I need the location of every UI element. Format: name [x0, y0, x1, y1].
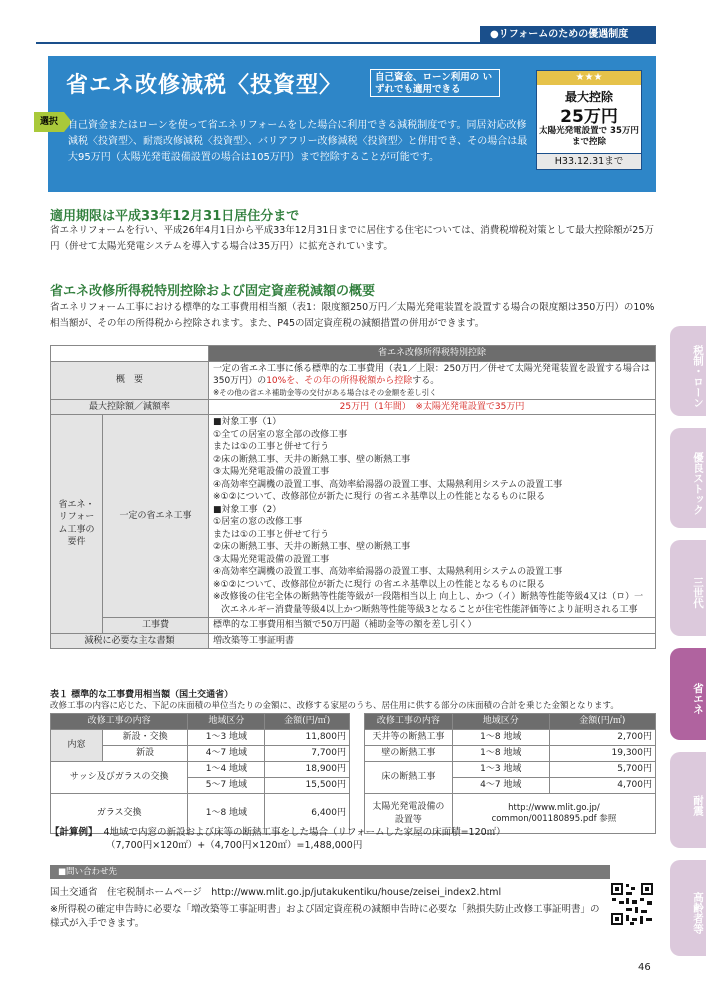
solar-reference-link[interactable]: http://www.mlit.go.jp/ common/001180895.pdf 参照	[452, 794, 655, 834]
cost-table-left	[50, 713, 350, 834]
banner-note: 自己資金、ローン利用の いずれでも適用できる	[370, 69, 500, 97]
cost-label: 工事費	[103, 618, 209, 634]
req-line: または①の工事と併せて行う	[213, 529, 330, 540]
overview-note: ※その他の省エネ補助金等の交付がある場合はその金額を差し引く	[213, 387, 437, 397]
solar-label: 太陽光発電設備の設置等	[365, 794, 453, 834]
max-deduction-value: 25万円（1年間） ※太陽光発電設置で35万円	[209, 399, 656, 415]
page-number: 46	[638, 962, 651, 973]
amount: 18,900円	[265, 762, 350, 778]
req-line: ※改修後の住宅全体の断熱等性能等級が一段階相当以上 向上し、かつ（イ）断熱等性能等級4又は（ロ）一次エネルギー消費量等級4以上かつ断熱等性能等級3となることが住宅性能評価等により証明される工事	[213, 592, 644, 615]
section1-body: 省エネリフォームを行い、平成26年4月1日から平成33年12月31日までに居住する住宅については、消費税増税対策として最大控除額が25万円（併せて太陽光発電システムを導入する場合は35万円）に拡充されています。	[50, 225, 654, 252]
contact-website-link[interactable]: 国土交通省 住宅税制ホームページ http://www.mlit.go.jp/jutakukentiku/house/zeisei_index2.html	[50, 887, 502, 898]
qr-code-icon[interactable]	[610, 882, 654, 926]
deduction-overview-table	[50, 345, 656, 649]
req-line: ②床の断熱工事、天井の断熱工事、壁の断熱工事	[213, 542, 411, 552]
col-header: 地域区分	[188, 714, 265, 730]
req-line: ■対象工事（2）	[213, 504, 282, 515]
inner-window-label: 内窓	[51, 730, 103, 762]
work-type: 新設	[103, 746, 188, 762]
region: 4〜7 地域	[188, 746, 265, 762]
region: 1〜8 地域	[452, 730, 549, 746]
col-header: 金額(円/㎡)	[549, 714, 655, 730]
req-line: ④高効率空調機の設置工事、高効率給湯器の設置工事、太陽熱利用システムの設置工事	[213, 567, 563, 577]
header-category-tag: ●リフォームのための優遇制度	[480, 26, 656, 44]
table1-title: 表１ 標準的な工事費用相当額（国土交通省）	[50, 690, 234, 700]
amount: 4,700円	[549, 778, 655, 794]
max-deduction-label: 最大控除額／減額率	[51, 399, 209, 415]
requirements-cell	[209, 415, 656, 618]
section1-heading: 適用期限は平成33年12月31日居住分まで	[50, 209, 300, 224]
contact-note: ※所得税の確定申告時に必要な「増改築等工事証明書」および固定資産税の減額申告時に必要な「熱損失防止改修工事証明書」の様式が入手できます。	[50, 904, 600, 929]
calculation-example	[50, 826, 656, 852]
cost-value: 標準的な工事費用相当額で50万円超（補助金等の額を差し引く）	[209, 618, 656, 634]
section2-heading: 省エネ改修所得税特別控除および固定資産税減額の概要	[50, 284, 376, 299]
side-tab-energy-saving[interactable]: 省エネ	[670, 648, 706, 740]
banner-title: 省エネ改修減税〈投資型〉	[66, 73, 343, 98]
calc-line2: （7,700円×120㎡）+（4,700円×120㎡）=1,488,000円	[106, 840, 363, 851]
table-header: 省エネ改修所得税特別控除	[209, 346, 656, 362]
calc-label: 【計算例】	[50, 827, 98, 838]
overview-label: 概 要	[51, 361, 209, 399]
work-type: 壁の断熱工事	[365, 746, 453, 762]
contact-heading: ■問い合わせ先	[50, 865, 610, 879]
cost-table-right	[364, 713, 656, 834]
banner-description: 自己資金またはローンを使って省エネリフォームをした場合に利用できる減税制度です。同居対応改修減税〈投資型〉、耐震改修減税〈投資型〉、バリアフリー改修減税〈投資型〉と併用でき、その場合は最大95万円（太陽光発電設備設置の場合は105万円）まで控除することが可能です。	[68, 120, 528, 163]
region: 1〜3 地域	[188, 730, 265, 746]
side-tab-three-generation[interactable]: 三世代	[670, 540, 706, 636]
table1-description: 改修工事の内容に応じた、下記の床面積の単位当たりの金額に、改修する家屋のうち、居住用に供する部分の床面積の合計を乗じた金額となります。	[50, 701, 619, 711]
section2-body: 省エネリフォーム工事における標準的な工事費用相当額（表1：限度額250万円／太陽光発電装置を設置する場合の限度額は350万円）の10%相当額が、その年の所得税から控除されます。また、P45の固定資産税の減額措置の併用ができます。	[50, 302, 655, 329]
region: 1〜8 地域	[188, 794, 265, 834]
amount: 7,700円	[265, 746, 350, 762]
col-header: 改修工事の内容	[51, 714, 188, 730]
documents-value: 増改築等工事証明書	[209, 633, 656, 649]
req-line: ④高効率空調機の設置工事、高効率給湯器の設置工事、太陽熱利用システムの設置工事	[213, 479, 563, 490]
req-line: または①の工事と併せて行う	[213, 442, 330, 452]
documents-label: 減税に必要な主な書類	[51, 633, 209, 649]
amount: 11,800円	[265, 730, 350, 746]
side-tab-elderly[interactable]: 高齢者等	[670, 860, 706, 956]
work-type: 天井等の断熱工事	[365, 730, 453, 746]
deduction-solar-note: 太陽光発電設置で 35万円まで控除	[539, 126, 639, 147]
overview-highlight: 10%を、その年の所得税額から控除	[266, 376, 413, 386]
deduction-amount: 25万円	[560, 107, 618, 127]
req-line: ※①②について、改修部位が新たに現行 の省エネ基準以上の性能となるものに限る	[213, 579, 546, 590]
overview-text-end: する。	[412, 376, 440, 386]
sash-label: サッシ及びガラスの交換	[51, 762, 188, 794]
req-line: ②床の断熱工事、天井の断熱工事、壁の断熱工事	[213, 454, 411, 465]
col-header: 金額(円/㎡)	[265, 714, 350, 730]
amount: 2,700円	[549, 730, 655, 746]
region: 5〜7 地域	[188, 778, 265, 794]
req-line: ①全ての居室の窓全部の改修工事	[213, 429, 348, 440]
glass-label: ガラス交換	[51, 794, 188, 834]
col-header: 地域区分	[452, 714, 549, 730]
col-header: 改修工事の内容	[365, 714, 453, 730]
side-tab-tax-loan[interactable]: 税制・ローン	[670, 326, 706, 416]
req-line: ※①②について、改修部位が新たに現行 の省エネ基準以上の性能となるものに限る	[213, 492, 546, 502]
amount: 19,300円	[549, 746, 655, 762]
req-line: ③太陽光発電設備の設置工事	[213, 554, 330, 565]
requirements-sub-label: 一定の省エネ工事	[103, 415, 209, 618]
req-line: ■対象工事（1）	[213, 417, 282, 427]
select-badge: 選択	[34, 112, 64, 132]
region: 4〜7 地域	[452, 778, 549, 794]
amount: 6,400円	[265, 794, 350, 834]
region: 1〜4 地域	[188, 762, 265, 778]
side-tab-quality-stock[interactable]: 優良ストック	[670, 428, 706, 528]
deduction-deadline: H33.12.31まで	[537, 153, 641, 169]
deduction-label: 最大控除	[564, 90, 613, 104]
calc-line1: 4地域で内窓の新設および床等の断熱工事をした場合（リフォームした家屋の床面積=120㎡）	[103, 827, 506, 838]
table-corner	[51, 346, 209, 362]
region: 1〜8 地域	[452, 746, 549, 762]
rating-stars-icon: ★★★	[537, 71, 641, 85]
overview-text: 一定の省エネ工事に係る標準的な工事費用（表1／上限：250万円／併せて太陽光発電装置を設置する場合は350万円）の	[213, 363, 650, 386]
amount: 5,700円	[549, 762, 655, 778]
req-line: ③太陽光発電設備の設置工事	[213, 467, 330, 477]
region: 1〜3 地域	[452, 762, 549, 778]
work-type: 新設・交換	[103, 730, 188, 746]
amount: 15,500円	[265, 778, 350, 794]
overview-cell	[209, 361, 656, 399]
requirements-label: 省エネ・リフォーム工事の要件	[51, 415, 103, 634]
side-tab-seismic[interactable]: 耐震	[670, 752, 706, 848]
req-line: ①居室の窓の改修工事	[213, 517, 303, 527]
floor-label: 床の断熱工事	[365, 762, 453, 794]
